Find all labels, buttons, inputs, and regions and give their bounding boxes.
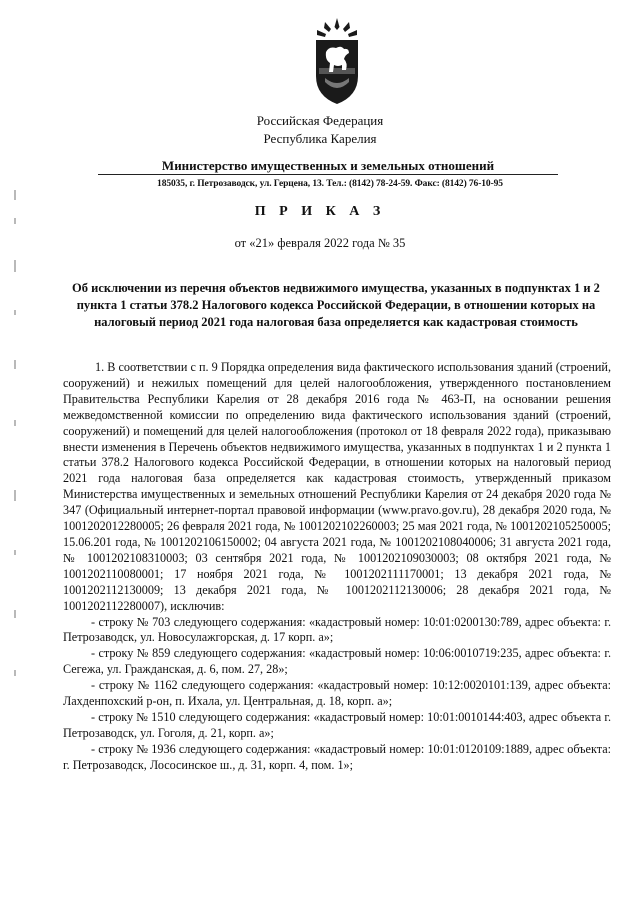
karelia-coat-of-arms-icon bbox=[311, 18, 363, 106]
exclusion-item: - строку № 1510 следующего содержания: «кадастровый номер: 10:01:0010144:403, адрес объекта г. Петрозаводск, ул. Гоголя, д. 21, корп. а»; bbox=[63, 709, 611, 740]
paragraph-1: 1. В соответствии с п. 9 Порядка определения вида фактического использования зданий (строений, сооружений) и нежилых помещений для целей налогообложения, утвержденного постановлением Правительства Республики Карелия от 28 декабря 2016 года № 463-П, на основании решения межведомственной комиссии по определению вида фактического использования зданий (строений, сооружений) и помещений для целей налогообложения (протокол от 18 февраля 2022 года), приказываю внести изменения в Перечень объектов недвижимого имущества, указанных в подпунктах 1 и 2 пункта 1 статьи 378.2 Налогового кодекса Российской Федерации, в отношении которых на налоговый период 2021 года налоговая база определяется как кадастровая стоимость, утвержденный приказом Министерства имущественных и земельных отношений Республики Карелия от 24 декабря 2020 года № 347 (Официальный интернет-портал правовой информации (www.pravo.gov.ru), 28 декабря 2020 года, № 1001202012280005; 26 февраля 2021 года, № 1001202102260003; 25 мая 2021 года, № 1001202105250005; 15.06.201 года, № 1001202106150002; 04 августа 2021 года, № 1001202108040006; 31 августа 2021 года, № 1001202108310003; 03 сентября 2021 года, № 1001202109030003; 08 октября 2021 года, № 1001202110080001; 17 ноября 2021 года, № 1001202111170001; 13 декабря 2021 года, № 1001202112130009; 13 декабря 2021 года, № 1001202112130006; 28 декабря 2021 года, № 1001202112280007), исключив: bbox=[63, 360, 611, 613]
scan-margin-marks bbox=[14, 190, 22, 690]
exclusion-item: - строку № 859 следующего содержания: «кадастровый номер: 10:06:0010719:235, адрес объекта: г. Сегежа, ул. Гражданская, д. 6, пом. 27, 28»; bbox=[63, 646, 611, 677]
document-body bbox=[63, 360, 611, 774]
document-date-number: от «21» февраля 2022 года № 35 bbox=[234, 236, 406, 250]
exclusion-item: - строку № 1162 следующего содержания: «кадастровый номер: 10:12:0020101:139, адрес объекта: Лахденпохский р-он, п. Ихала, ул. Центральная, д. 18, корп. а»; bbox=[63, 678, 611, 709]
ministry-address: 185035, г. Петрозаводск, ул. Герцена, 13. Тел.: (8142) 78-24-59. Факс: (8142) 76-10-95 bbox=[157, 179, 503, 189]
document-title: Об исключении из перечня объектов недвижимого имущества, указанных в подпунктах 1 и 2 пункта 1 статьи 378.2 Налогового кодекса Российской Федерации, в отношении которых на налоговый период 2021 года налоговая база определяется как кадастровая стоимость bbox=[72, 281, 600, 329]
ministry-name: Министерство имущественных и земельных отношений bbox=[161, 158, 495, 173]
header-republic: Республика Карелия bbox=[263, 131, 377, 146]
header-divider bbox=[98, 174, 558, 175]
header-federation: Российская Федерация bbox=[256, 113, 384, 128]
exclusion-item: - строку № 703 следующего содержания: «кадастровый номер: 10:01:0200130:789, адрес объекта: г. Петрозаводск, ул. Новосулажгорская, д. 17 корп. а»; bbox=[63, 614, 611, 645]
document-type: П Р И К А З bbox=[254, 204, 386, 219]
exclusion-item: - строку № 1936 следующего содержания: «кадастровый номер: 10:01:0120109:1889, адрес объекта: г. Петрозаводск, Лососинское ш., д. 31, корп. 4, пом. 1»; bbox=[63, 741, 611, 772]
